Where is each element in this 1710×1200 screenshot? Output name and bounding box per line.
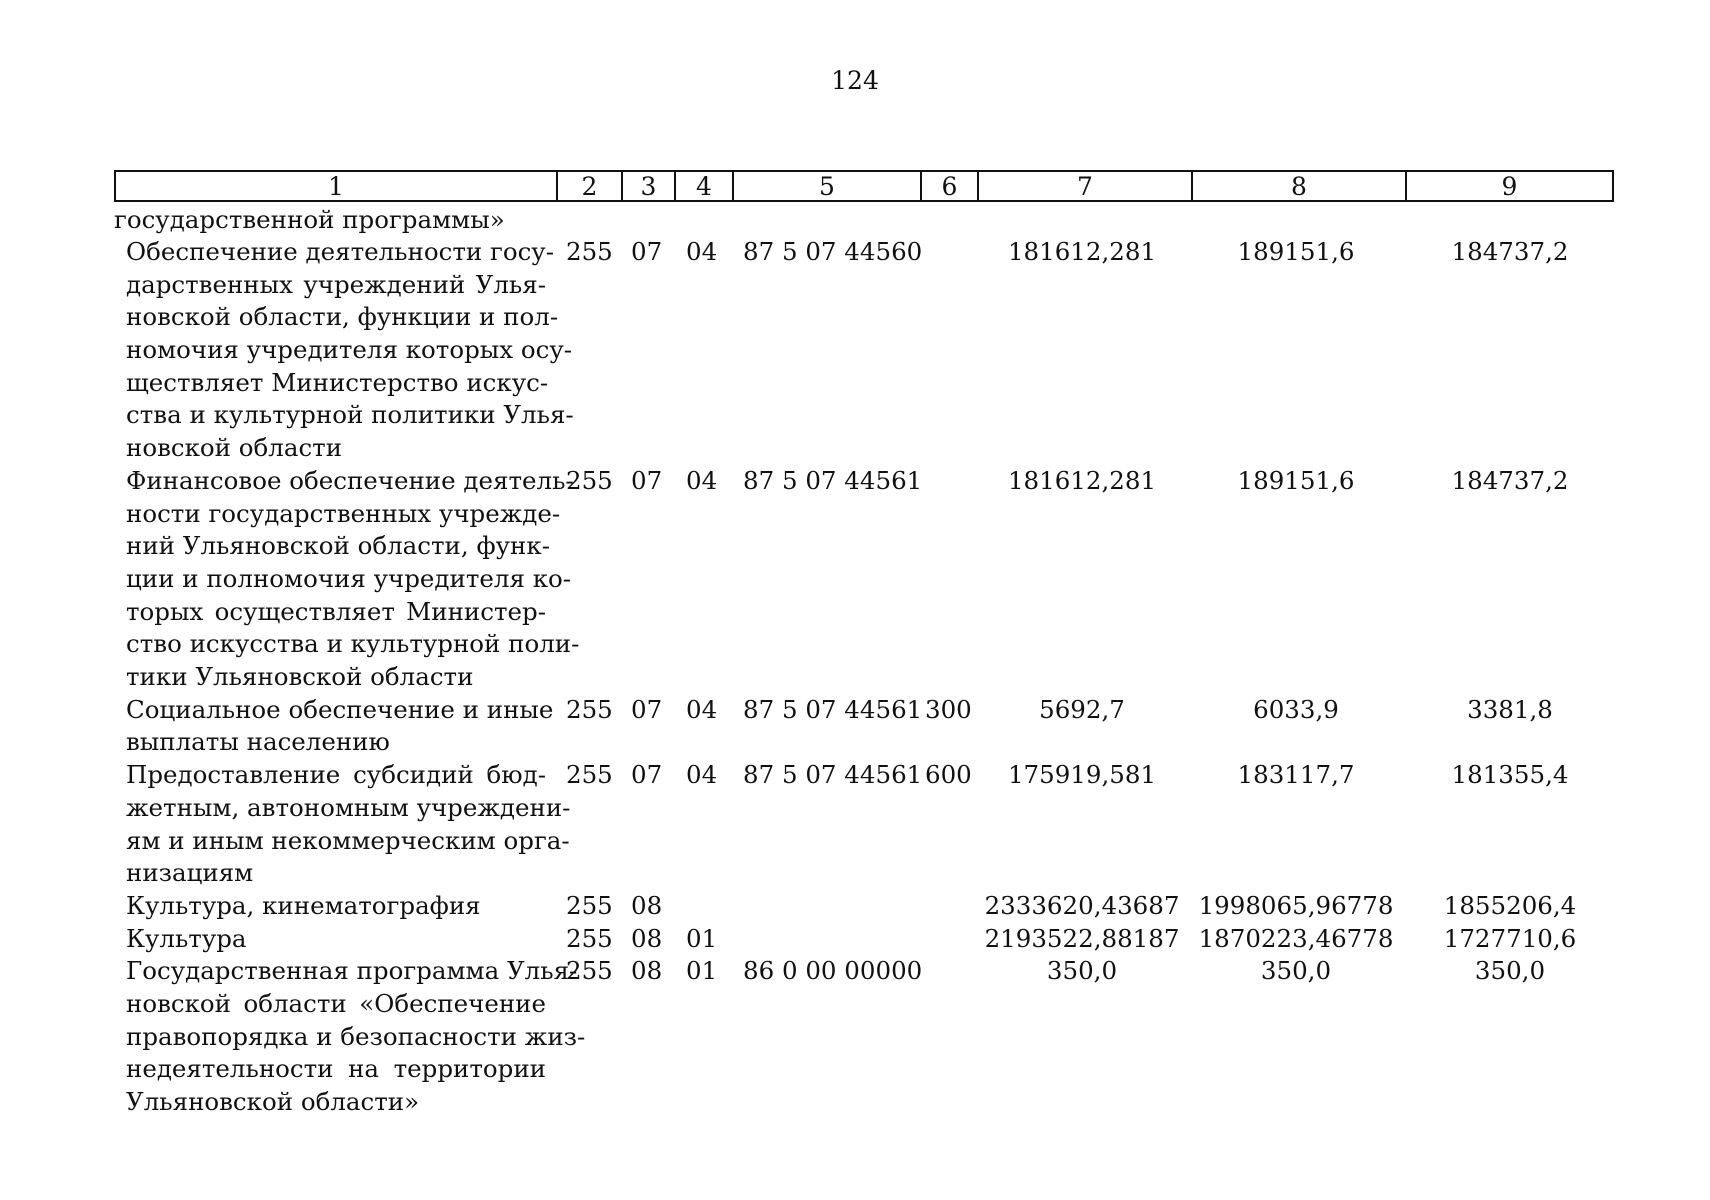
cell-target-article: 87 5 07 44561	[743, 694, 923, 724]
cell-subsection: 04	[686, 465, 718, 495]
table-row	[0, 923, 1710, 956]
header-col-9: 9	[1405, 172, 1612, 200]
cell-section: 07	[631, 237, 663, 266]
description-line: Социальное обеспечение и иные	[126, 694, 554, 724]
row-description	[126, 236, 574, 465]
cell-amount-year-2: 183117,7	[1237, 760, 1355, 790]
description-line: ции и полномочия учредителя ко-	[126, 563, 572, 593]
row-description	[126, 465, 580, 694]
cell-subsection: 04	[686, 694, 718, 724]
cell-amount-year-2: 1870223,46778	[1198, 923, 1394, 953]
cell-amount-year-3: 350,0	[1474, 956, 1546, 986]
cell-subsection: 04	[686, 760, 718, 790]
cell-chapter: 255	[566, 956, 613, 986]
description-line: недеятельности на территории	[126, 1054, 546, 1084]
cell-subsection: 01	[686, 923, 718, 953]
description-line: торых осуществляет Министер-	[126, 596, 546, 626]
cell-amount-year-1: 175919,581	[1007, 760, 1157, 790]
cell-section: 08	[631, 956, 663, 986]
cell-subsection: 04	[686, 237, 718, 266]
row-description	[126, 890, 546, 923]
header-col-7: 7	[977, 172, 1191, 200]
header-col-4: 4	[674, 172, 732, 200]
cell-amount-year-3: 181355,4	[1451, 760, 1569, 790]
cell-chapter: 255	[566, 237, 613, 266]
table-row	[0, 465, 1710, 694]
table-row	[0, 236, 1710, 465]
cell-section: 08	[631, 923, 663, 953]
cell-target-article: 87 5 07 44561	[743, 465, 923, 495]
cell-subsection: 01	[686, 956, 718, 986]
description-line: Обеспечение деятельности госу-	[126, 237, 554, 266]
continuation-text: государственной программы»	[114, 205, 505, 234]
header-col-6: 6	[920, 172, 977, 200]
description-line: Государственная программа Улья-	[126, 956, 578, 986]
cell-target-article: 87 5 07 44560	[743, 237, 923, 266]
cell-section: 08	[631, 891, 663, 920]
table-row	[0, 694, 1710, 759]
description-line: ям и иным некоммерческим орга-	[126, 825, 570, 855]
cell-amount-year-1: 181612,281	[1007, 237, 1157, 266]
cell-amount-year-1: 5692,7	[1039, 694, 1125, 724]
cell-amount-year-3: 184737,2	[1451, 465, 1569, 495]
cell-chapter: 255	[566, 465, 613, 495]
cell-chapter: 255	[566, 891, 613, 920]
cell-target-article: 86 0 00 00000	[743, 956, 923, 986]
description-line: ство искусства и культурной поли-	[126, 629, 580, 659]
description-line: Культура, кинематография	[126, 891, 481, 920]
description-line: дарственных учреждений Улья-	[126, 269, 546, 299]
description-line: номочия учредителя которых осу-	[126, 335, 573, 365]
row-description	[126, 923, 546, 956]
cell-amount-year-1: 2333620,43687	[984, 891, 1180, 920]
cell-amount-year-1: 2193522,88187	[984, 923, 1180, 953]
row-description	[126, 694, 554, 759]
description-line: правопорядка и безопасности жиз-	[126, 1021, 586, 1051]
description-line: ности государственных учрежде-	[126, 498, 561, 528]
cell-amount-year-2: 350,0	[1260, 956, 1332, 986]
description-line: Культура	[126, 923, 247, 953]
description-line: ства и культурной политики Улья-	[126, 400, 574, 430]
header-col-5: 5	[732, 172, 920, 200]
cell-chapter: 255	[566, 760, 613, 790]
description-line: Финансовое обеспечение деятель-	[126, 465, 574, 495]
cell-amount-year-2: 189151,6	[1237, 237, 1355, 266]
description-line: Предоставление субсидий бюд-	[126, 760, 546, 790]
description-line: Ульяновской области»	[126, 1087, 420, 1117]
row-description	[126, 955, 586, 1118]
description-line: тики Ульяновской области	[126, 662, 474, 692]
cell-section: 07	[631, 465, 663, 495]
description-line: ществляет Министерство искус-	[126, 367, 549, 397]
cell-expense-type: 300	[925, 694, 972, 724]
description-line: низациям	[126, 858, 254, 888]
header-col-8: 8	[1191, 172, 1405, 200]
cell-section: 07	[631, 694, 663, 724]
cell-section: 07	[631, 760, 663, 790]
cell-amount-year-3: 1727710,6	[1443, 923, 1577, 953]
cell-chapter: 255	[566, 694, 613, 724]
table-header	[114, 170, 1614, 202]
header-col-1: 1	[328, 172, 344, 201]
table-row	[0, 890, 1710, 923]
cell-expense-type: 600	[925, 760, 972, 790]
description-line: жетным, автономным учреждени-	[126, 792, 571, 822]
page-number: 124	[831, 66, 879, 95]
cell-amount-year-3: 1855206,4	[1443, 891, 1577, 920]
cell-amount-year-3: 3381,8	[1467, 694, 1553, 724]
cell-amount-year-2: 189151,6	[1237, 465, 1355, 495]
cell-amount-year-1: 181612,281	[1007, 465, 1157, 495]
description-line: новской области	[126, 433, 343, 463]
description-line: выплаты населению	[126, 727, 390, 757]
cell-amount-year-1: 350,0	[1046, 956, 1118, 986]
row-description	[126, 759, 571, 890]
description-line: новской области, функции и пол-	[126, 302, 559, 332]
cell-amount-year-3: 184737,2	[1451, 237, 1569, 266]
table-row	[0, 955, 1710, 1119]
cell-amount-year-2: 1998065,96778	[1198, 891, 1394, 920]
table-row	[0, 759, 1710, 890]
cell-amount-year-2: 6033,9	[1253, 694, 1339, 724]
header-col-3: 3	[621, 172, 674, 200]
description-line: ний Ульяновской области, функ-	[126, 531, 550, 561]
cell-target-article: 87 5 07 44561	[743, 760, 923, 790]
header-col-2: 2	[556, 172, 621, 200]
description-line: новской области «Обеспечение	[126, 989, 546, 1019]
cell-chapter: 255	[566, 923, 613, 953]
